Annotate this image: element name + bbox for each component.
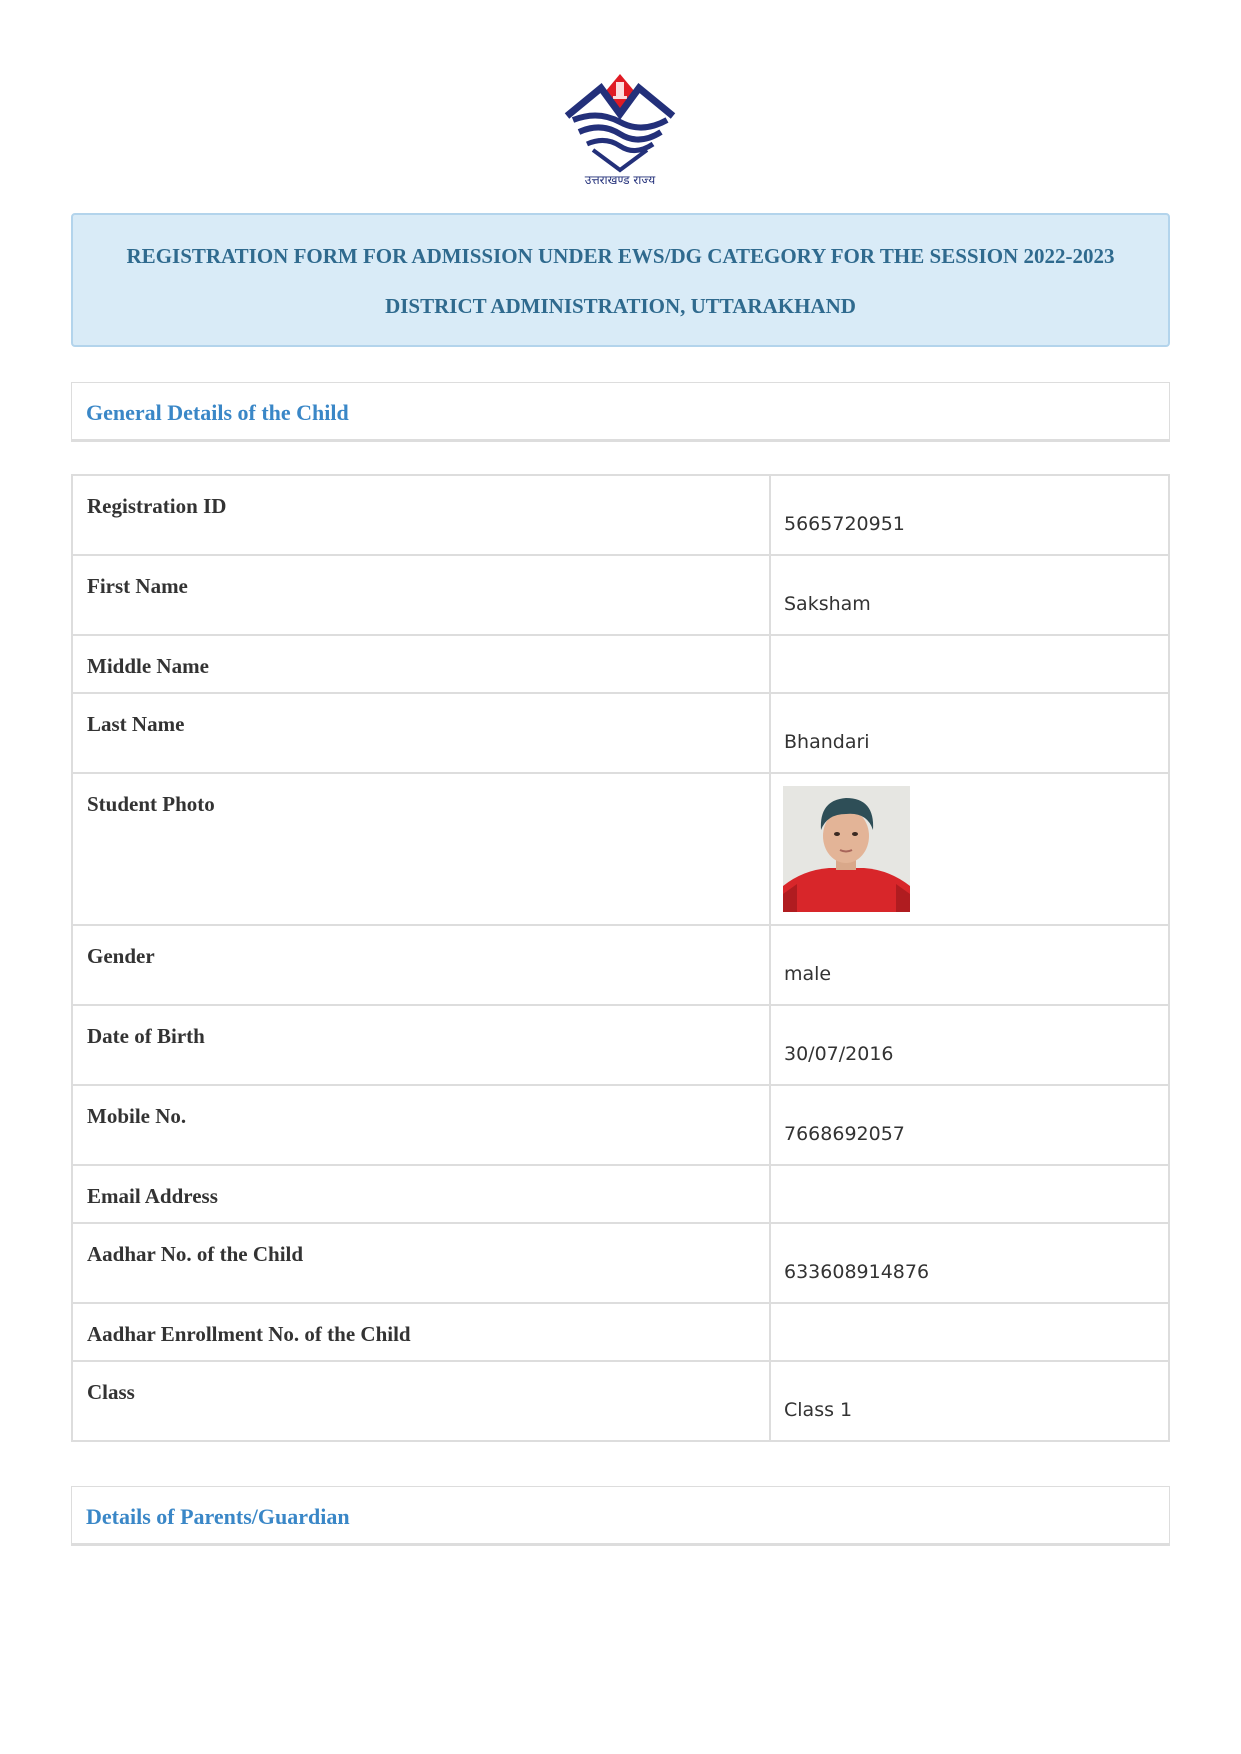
section-general-details: [71, 382, 1170, 442]
row-label: Last Name: [87, 712, 185, 736]
row-label: Registration ID: [87, 494, 227, 518]
row-value: [771, 636, 1168, 673]
row-label: Student Photo: [87, 792, 215, 816]
table-row: [72, 475, 1169, 555]
table-row: [72, 555, 1169, 635]
table-row: [72, 635, 1169, 693]
table-row: [72, 693, 1169, 773]
row-label: Aadhar Enrollment No. of the Child: [87, 1322, 411, 1346]
row-value: [771, 1166, 1168, 1203]
table-row: [72, 1005, 1169, 1085]
row-value: Class 1: [784, 1399, 853, 1421]
table-row: [72, 773, 1169, 925]
table-row: [72, 1223, 1169, 1303]
row-value: 5665720951: [784, 513, 905, 535]
table-row: [72, 1165, 1169, 1223]
svg-text:उत्तराखण्ड राज्य: उत्तराखण्ड राज्य: [584, 173, 656, 186]
form-title: REGISTRATION FORM FOR ADMISSION UNDER EWS/DG CATEGORY FOR THE SESSION 2022-2023: [126, 244, 1115, 268]
section-parents-details: [71, 1486, 1170, 1546]
row-value: 633608914876: [784, 1261, 930, 1283]
table-row: [72, 1303, 1169, 1361]
section-heading: General Details of the Child: [86, 400, 349, 425]
table-row: [72, 925, 1169, 1005]
row-label: Class: [87, 1380, 135, 1404]
row-label: Middle Name: [87, 654, 209, 678]
row-value: 30/07/2016: [784, 1043, 894, 1065]
table-row: [72, 1085, 1169, 1165]
row-label: Gender: [87, 944, 155, 968]
form-subtitle: DISTRICT ADMINISTRATION, UTTARAKHAND: [385, 294, 856, 318]
uttarakhand-emblem-logo: [563, 70, 677, 186]
row-label: Date of Birth: [87, 1024, 205, 1048]
row-value: Saksham: [784, 593, 871, 615]
row-label: Aadhar No. of the Child: [87, 1242, 304, 1266]
row-label: First Name: [87, 574, 188, 598]
form-title-banner: [71, 213, 1170, 347]
section-heading: Details of Parents/Guardian: [86, 1504, 350, 1529]
row-value: male: [784, 963, 832, 985]
student-photo: [783, 786, 910, 912]
row-label: Mobile No.: [87, 1104, 187, 1128]
row-value: Bhandari: [784, 731, 870, 753]
table-row: [72, 1361, 1169, 1441]
row-value: [771, 1304, 1168, 1341]
child-details-table: [71, 474, 1170, 1442]
row-value: 7668692057: [784, 1123, 905, 1145]
row-label: Email Address: [87, 1184, 218, 1208]
